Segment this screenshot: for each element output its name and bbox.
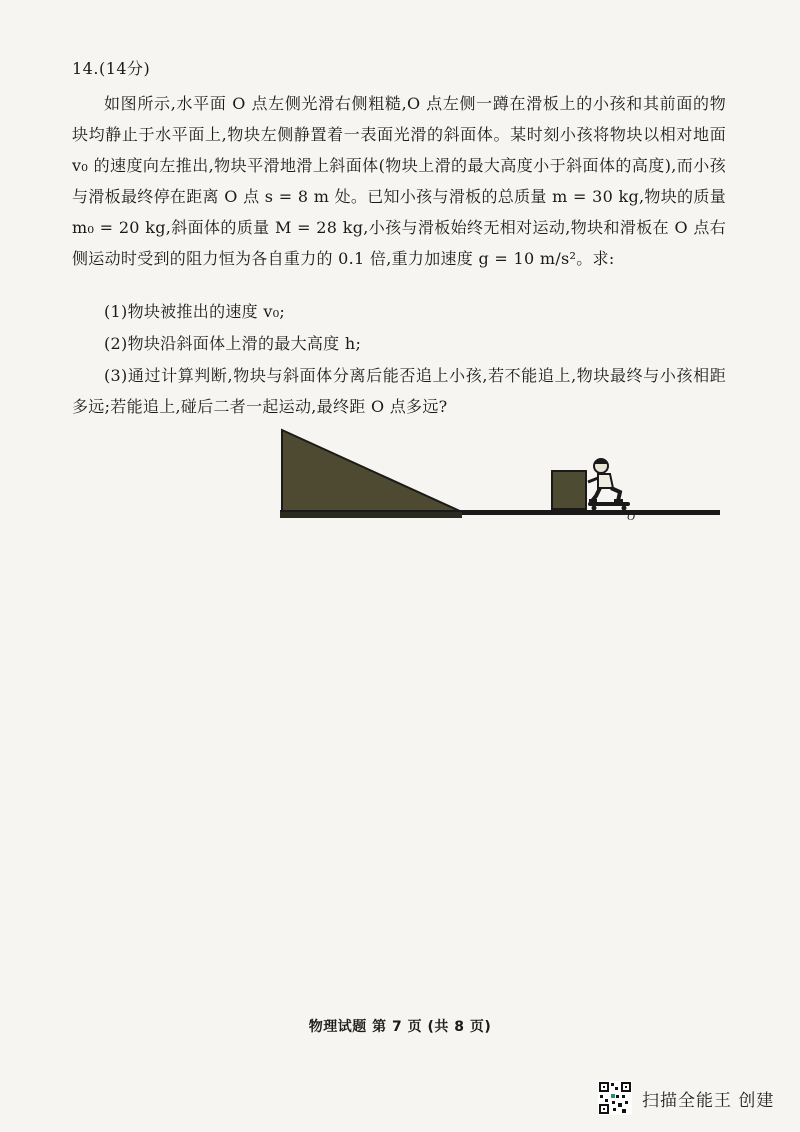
sub-question-2: (2)物块沿斜面体上滑的最大高度 h; bbox=[104, 334, 362, 353]
question-body: 如图所示,水平面 O 点左侧光滑右侧粗糙,O 点左侧一蹲在滑板上的小孩和其前面的物块均静止于水平面上,物块左侧静置着一表面光滑的斜面体。某时刻小孩将物块以相对地面 v₀ 的速度向左推出,物块平滑地滑上斜面体(物块上滑的最大高度小于斜面体的高度),而小孩与滑板最终停在距离 O 点 s = 8 m 处。已知小孩与滑板的总质量 m = 30 kg,物块的质量 m₀ = 20 kg,斜面体的质量 M = 28 kg,小孩与滑板始终无相对运动,物块和滑板在 O 点右侧运动时受到的阻力恒为各自重力的 0.1 倍,重力加速度 g = 10 m/s²。求: bbox=[72, 94, 726, 268]
page-footer: 物理试题 第 7 页 (共 8 页) bbox=[308, 1019, 492, 1035]
qr-code-icon bbox=[598, 1081, 632, 1115]
sub-question-3: (3)通过计算判断,物块与斜面体分离后能否追上小孩,若不能追上,物块最终与小孩相距多远;若能追上,碰后二者一起运动,最终距 O 点多远? bbox=[72, 366, 726, 416]
physics-figure bbox=[280, 424, 720, 524]
ground-fill bbox=[280, 512, 462, 518]
skateboard-wheel-left bbox=[592, 506, 597, 511]
watermark-text: 扫描全能王 创建 bbox=[642, 1090, 775, 1111]
skateboard-wheel-right bbox=[622, 506, 627, 511]
skateboard bbox=[588, 502, 630, 506]
point-o-label: O bbox=[627, 511, 635, 523]
question-number: 14.(14分) bbox=[72, 59, 151, 78]
block bbox=[552, 471, 586, 509]
sub-question-1: (1)物块被推出的速度 v₀; bbox=[104, 302, 286, 321]
incline-wedge bbox=[282, 430, 462, 512]
scanner-watermark bbox=[598, 1080, 774, 1116]
child-figure bbox=[588, 459, 623, 502]
